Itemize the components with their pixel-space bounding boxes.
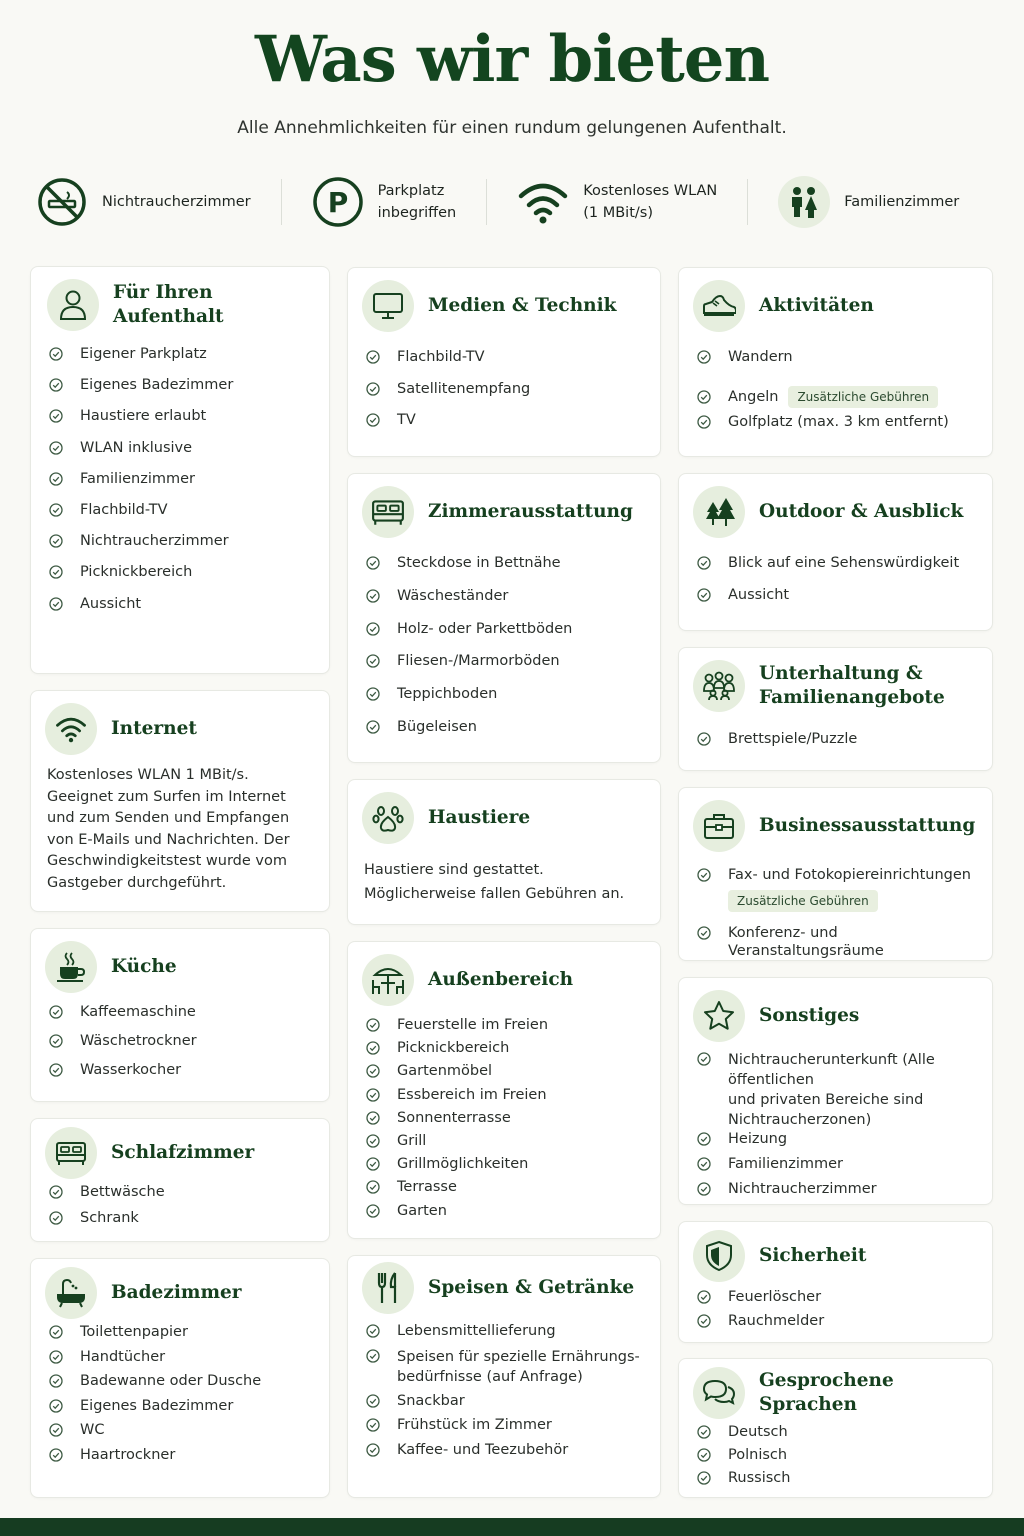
paw-icon [362,792,414,844]
item-label: Golfplatz (max. 3 km entfernt) [728,414,949,430]
check-icon [697,1132,711,1146]
check-icon [49,565,63,579]
list-item [49,470,319,501]
list-item [697,1423,982,1446]
list-item [49,1446,319,1471]
item-label: Haustiere erlaubt [80,408,207,425]
card-title: Sonstiges [759,1005,860,1026]
card-title: Haustiere [428,807,531,828]
card-haustiere [347,779,661,925]
check-icon [366,1018,380,1032]
check-icon [697,390,711,404]
card-title: Aktivitäten [759,295,874,316]
page-subtitle: Alle Annehmlichkeiten für einen rundum gelungenen Aufenthalt. [237,118,787,138]
list-item [49,563,319,594]
check-icon [49,1185,63,1199]
list-item [49,1323,319,1348]
card-kueche [30,928,330,1102]
item-label: Picknickbereich [397,1040,510,1057]
list-item [697,924,982,960]
list-item [49,345,319,376]
card-title: Schlafzimmer [111,1142,255,1163]
card-zimmer [347,473,661,763]
item-label: Kaffee- und Teezubehör [397,1442,569,1459]
item-label: Holz- oder Parkettböden [397,620,573,637]
item-label: Terrasse [397,1179,457,1196]
card-title: Zimmerausstattung [428,501,633,522]
highlight-family [778,172,959,232]
check-icon [366,1418,380,1432]
check-icon [697,350,711,364]
item-label: Feuerlöscher [728,1289,822,1305]
item-label: TV [397,412,416,428]
check-icon [697,1425,711,1439]
check-icon [366,1204,380,1218]
check-icon [49,597,63,611]
list-item [366,652,650,685]
amenity-list [49,1183,319,1235]
item-label: Wandern [728,349,793,365]
check-icon [366,556,380,570]
item-label: Kaffeemaschine [80,1004,196,1020]
item-label: Bügeleisen [397,718,477,735]
check-icon [366,1324,380,1338]
item-label: Nichtraucherunterkunft (Alle öffentlichen und privaten Bereiche sind Nichtraucherzonen) [728,1052,935,1128]
bathtub-icon [45,1267,97,1319]
list-item [697,1050,982,1130]
list-item [49,1397,319,1422]
list-item [49,1209,319,1235]
check-icon [366,350,380,364]
list-item [49,1003,319,1032]
language-list [697,1423,982,1492]
item-label: Konferenz- und Veranstaltungsräume [728,925,884,959]
check-icon [49,409,63,423]
card-title: Gesprochene Sprachen [759,1370,894,1415]
check-icon [49,503,63,517]
check-icon [366,720,380,734]
list-item [49,1421,319,1446]
check-icon [366,413,380,427]
list-item [366,1016,650,1039]
check-icon [366,1180,380,1194]
item-label: Garten [397,1202,447,1219]
list-item [49,501,319,532]
amenity-list [49,1003,319,1090]
card-title: Für Ihren Aufenthalt [113,282,224,327]
list-item [366,587,650,620]
list-item [697,1312,982,1336]
list-item [49,595,319,626]
item-label: Deutsch [728,1424,788,1440]
item-label: Nichtraucherzimmer [80,533,229,550]
list-item [49,407,319,438]
item-label: WLAN inklusive [80,439,193,456]
list-item [697,1180,982,1205]
item-label: Bettwäsche [80,1184,165,1200]
item-label: Russisch [728,1470,791,1486]
card-sonstiges [678,977,993,1205]
amenity-list [697,730,982,758]
footer-bar [0,1518,1024,1536]
amenity-list [49,1323,319,1471]
card-title: Unterhaltung & Familienangebote [759,663,945,708]
item-label: Rauchmelder [728,1313,825,1329]
card-title: Badezimmer [111,1282,242,1303]
divider [281,179,282,225]
item-label: Familienzimmer [80,470,195,487]
list-item [366,348,650,380]
list-item [49,376,319,407]
item-label: Teppichboden [397,686,498,703]
amenity-list [697,866,982,960]
item-label: Gartenmöbel [397,1063,493,1080]
check-icon [49,1448,63,1462]
check-icon [49,1374,63,1388]
pets-description: Haustiere sind gestattet. Möglicherweise fallen Gebühren an. [364,862,625,902]
item-label: Speisen für spezielle Ernährungs- bedürfnisse (auf Anfrage) [397,1348,640,1385]
list-item [366,1062,650,1085]
item-label: WC [80,1422,105,1439]
card-business [678,787,993,961]
highlights-row [36,172,988,232]
highlight-label: Nichtraucherzimmer [102,194,251,210]
check-icon [366,1134,380,1148]
list-item [366,1347,650,1392]
item-label: Heizung [728,1131,788,1147]
amenity-list [366,1016,650,1225]
patio-umbrella-icon [362,954,414,1006]
check-icon [49,1034,63,1048]
item-label: Wäschetrockner [80,1033,197,1049]
check-icon [366,1064,380,1078]
card-title: Außenbereich [428,969,574,990]
star-icon [693,990,745,1042]
check-icon [697,1290,711,1304]
item-label: Fliesen-/Marmorböden [397,653,560,670]
card-title: Medien & Technik [428,295,617,316]
coffee-cup-icon [45,941,97,993]
item-label: Satellitenempfang [397,380,531,397]
card-title: Outdoor & Ausblick [759,501,964,522]
check-icon [366,1157,380,1171]
list-item [697,1155,982,1180]
list-item [697,1130,982,1155]
list-item [49,1032,319,1061]
check-icon [49,1063,63,1077]
item-label: Essbereich im Freien [397,1086,547,1103]
card-title: Sicherheit [759,1245,867,1266]
item-label: Lebensmittellieferung [397,1323,556,1339]
card-badezimmer [30,1258,330,1498]
divider [486,179,487,225]
list-item [697,381,982,414]
check-icon [697,1448,711,1462]
check-icon [697,1182,711,1196]
list-item [366,1441,650,1466]
card-aufenthalt [30,266,330,674]
card-sprachen [678,1358,993,1498]
card-title: Speisen & Getränke [428,1277,635,1298]
item-label: Polnisch [728,1447,788,1463]
highlight-label: Kostenloses WLAN (1 MBit/s) [583,183,718,221]
card-title: Küche [111,956,177,977]
item-label: Aussicht [80,595,142,612]
item-label: Toilettenpapier [80,1324,188,1340]
item-label: Wasserkocher [80,1062,182,1078]
item-label: Eigener Parkplatz [80,346,207,362]
item-label: Eigenes Badezimmer [80,1397,234,1414]
check-icon [49,347,63,361]
list-item [697,730,982,758]
list-item [49,439,319,470]
check-icon [697,556,711,570]
item-label: Flachbild-TV [397,349,485,365]
check-icon [366,687,380,701]
list-item [366,554,650,587]
item-label: Aussicht [728,587,790,603]
card-aktivitaeten [678,267,993,457]
amenity-list [366,554,650,751]
card-medien [347,267,661,457]
item-label: Grillmöglichkeiten [397,1156,529,1173]
check-icon [49,1350,63,1364]
list-item [366,1416,650,1441]
item-label: Picknickbereich [80,564,193,581]
check-icon [366,1111,380,1125]
item-label: Haartrockner [80,1446,176,1463]
item-label: Blick auf eine Sehenswürdigkeit [728,555,960,571]
check-icon [366,1349,380,1363]
list-item [366,1109,650,1132]
item-label: Angeln [728,388,779,405]
monitor-icon [362,280,414,332]
item-label: Flachbild-TV [80,501,168,518]
amenity-list [697,1288,982,1336]
check-icon [49,441,63,455]
highlight-non-smoking [36,172,251,232]
list-item [49,1348,319,1373]
list-item [366,1155,650,1178]
item-label: Handtücher [80,1348,166,1365]
check-icon [697,1314,711,1328]
fee-badge: Zusätzliche Gebühren [728,890,878,912]
list-item [697,348,982,381]
person-icon [47,279,99,331]
list-item [366,411,650,443]
item-label: Badewanne oder Dusche [80,1373,262,1390]
svg-text:P: P [327,186,348,219]
briefcase-icon [693,800,745,852]
people-group-icon [693,660,745,712]
item-label: Snackbar [397,1392,465,1409]
check-icon [697,926,711,940]
highlight-label: Parkplatz inbegriffen [377,183,457,221]
wifi-icon [45,703,97,755]
divider [747,179,748,225]
amenity-list [49,345,319,626]
item-label: Grill [397,1132,427,1149]
check-icon [366,1041,380,1055]
list-item [366,718,650,751]
card-aussen [347,941,661,1239]
check-icon [366,622,380,636]
internet-description: Kostenloses WLAN 1 MBit/s. Geeignet zum Surfen im Internet und zum Senden und Empfangen von E-Mails und Nachrichten. Der Geschwindigkeitstest wurde vom Gastgeber durchgeführt. [47,767,290,891]
check-icon [697,1471,711,1485]
list-item [697,866,982,924]
list-item [697,1446,982,1469]
shoe-icon [693,280,745,332]
shield-icon [693,1230,745,1282]
list-item [366,1322,650,1347]
check-icon [697,1157,711,1171]
card-schlafzimmer [30,1118,330,1242]
check-icon [49,1325,63,1339]
card-title: Businessausstattung [759,815,976,836]
list-item [366,1202,650,1225]
card-outdoor [678,473,993,631]
amenity-list [366,1322,650,1466]
list-item [49,1061,319,1090]
no-smoking-icon [36,176,88,228]
item-label: Steckdose in Bettnähe [397,555,561,571]
list-item [366,1392,650,1417]
check-icon [49,534,63,548]
check-icon [366,1088,380,1102]
list-item [697,1469,982,1492]
check-icon [697,1052,711,1066]
check-icon [366,1394,380,1408]
list-item [49,1183,319,1209]
trees-icon [693,486,745,538]
amenity-list [366,348,650,443]
item-label: Frühstück im Zimmer [397,1417,552,1434]
item-label: Sonnenterrasse [397,1109,511,1126]
list-item [366,620,650,653]
check-icon [366,1443,380,1457]
check-icon [49,472,63,486]
bed-icon [362,486,414,538]
list-item [366,1132,650,1155]
list-item [697,554,982,586]
check-icon [49,1005,63,1019]
check-icon [697,868,711,882]
highlight-parking [312,172,457,232]
item-label: Schrank [80,1210,139,1226]
card-speisen [347,1255,661,1498]
list-item [697,586,982,618]
list-item [49,532,319,563]
item-label: Familienzimmer [728,1156,843,1172]
amenity-list [697,1050,982,1205]
amenity-list [697,554,982,618]
item-label: Feuerstelle im Freien [397,1017,549,1033]
list-item [366,380,650,412]
check-icon [366,589,380,603]
parking-icon [312,176,364,228]
item-label: Eigenes Badezimmer [80,377,234,394]
page-title: Was wir bieten [254,22,770,97]
card-internet [30,690,330,912]
check-icon [49,1423,63,1437]
family-icon [778,176,830,228]
item-label: Nichtraucherzimmer [728,1181,877,1197]
item-label: Brettspiele/Puzzle [728,731,858,747]
check-icon [49,1211,63,1225]
check-icon [697,732,711,746]
amenity-list [697,348,982,446]
check-icon [697,588,711,602]
list-item [366,685,650,718]
highlight-label: Familienzimmer [844,194,960,210]
speech-bubbles-icon [693,1367,745,1419]
check-icon [49,1399,63,1413]
bed-icon [45,1127,97,1179]
highlight-wifi [517,172,717,232]
list-item [366,1178,650,1201]
fee-badge: Zusätzliche Gebühren [788,386,938,408]
list-item [366,1039,650,1062]
item-label: Fax- und Fotokopiereinrichtungen [728,867,971,883]
list-item [49,1372,319,1397]
check-icon [697,415,711,429]
list-item [697,413,982,446]
check-icon [366,382,380,396]
check-icon [49,378,63,392]
card-sicherheit [678,1221,993,1343]
item-label: Wäscheständer [397,587,509,604]
card-title: Internet [111,718,197,739]
card-unterhaltung [678,647,993,771]
list-item [697,1288,982,1312]
list-item [366,1086,650,1109]
fork-knife-icon [362,1262,414,1314]
wifi-icon [517,176,569,228]
check-icon [366,654,380,668]
